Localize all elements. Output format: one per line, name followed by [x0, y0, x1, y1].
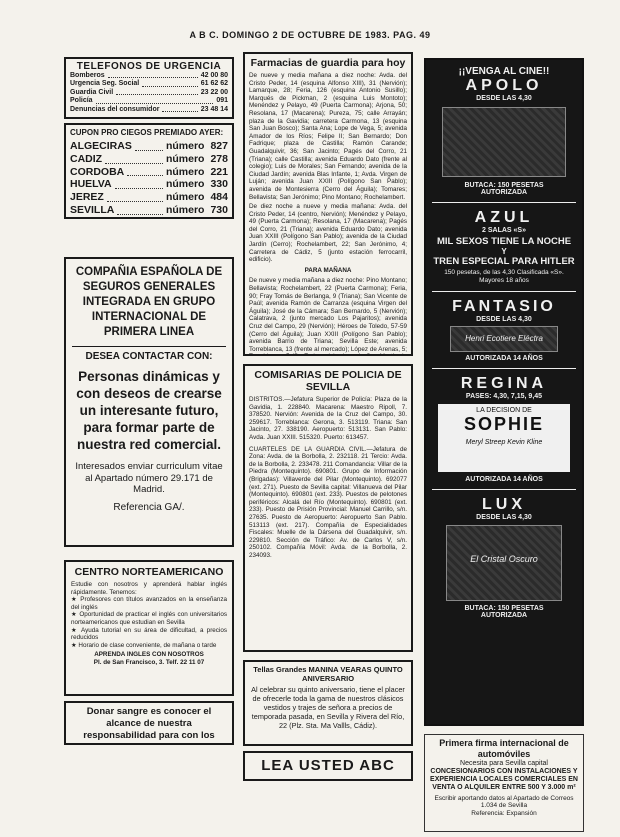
farmacias-title: Farmacias de guardia para hoy	[250, 57, 406, 69]
telefono-label: Denuncias del consumidor	[70, 105, 160, 113]
lea-text: LEA USTED ABC	[261, 757, 395, 774]
centro-list-item	[71, 596, 227, 611]
telefono-row	[70, 106, 228, 114]
regina-film-sub: LA DECISION DE	[476, 407, 532, 414]
apolo-autorizada: AUTORIZADA	[480, 189, 528, 196]
cupon-number: 484	[210, 191, 228, 204]
cupon-city: HUELVA	[70, 178, 112, 191]
fantasio-autorizada: AUTORIZADA 14 AÑOS	[465, 355, 543, 362]
tellas-body: Al celebrar su quinto aniversario, tiene el placer de ofrecerle toda la gama de nuestros clásicos vestidos y trajes de señora a precios de temporada pasada, en Sevilla y Rivera del Río, 22 (Plz. Sta. Ma Vallls, Cádiz).	[251, 685, 405, 730]
apolo-butaca: BUTACA: 150 PESETAS	[464, 182, 544, 189]
regina-film: SOPHIE	[463, 414, 545, 434]
cupon-label: número	[165, 152, 205, 165]
telefono-label: Guardia Civil	[70, 88, 114, 96]
cines-box	[424, 58, 584, 726]
telefonos-title: TELEFONOS DE URGENCIA	[76, 61, 222, 72]
tellas-ad	[243, 660, 413, 746]
cupon-city: JEREZ	[70, 191, 104, 204]
fantasio-desde: DESDE LAS 4,30	[476, 316, 532, 323]
cupon-box	[64, 123, 234, 219]
comisarias-cuarteles: CUARTELES DE LA GUARDIA CIVIL.—Jefatura de Zona: Avda. de la Borbolla, 2. 232118. 21 Tercio: Avda. de la Borbolla, 2. 233478. 211 Comandancia: Villar de la Piedra (Montequinto). 690801. Grupo de Información (Brigadas): Villaverde del Pilar (Montequinto). 692077 (ext. 271). Puesto de Sevilla capital: Villanueva del Pilar (Montequinto). 690801 (ext. 233). Puestos de pelotones periféricos: Alcalá del Río (Montequinto). 690801 (ext. 233). Puesto de Prisión Provincial: Manuel Carrillo, s/n. 27635. Puesto de Aeropuerto: Aeropuerto San Pablo. 513113 (ext. 217). Compañía de Especialidades Fiscales: Muelle de la Dársena del Guadalquivir, s/n. 229810. Sección de Tráfico: Av. de Carlos V, s/n. 250102. Compañía Móvil: Avda. de la Borbolla, 2. 234093.	[249, 445, 407, 559]
telefono-number: 23 48 14	[200, 105, 228, 113]
cupon-row	[70, 140, 228, 153]
centro-intro: Estudie con nosotros y aprenderá hablar inglés rápidamente. Tenemos:	[71, 581, 227, 596]
cupon-row	[70, 191, 228, 204]
compania-referencia: Referencia GA/.	[113, 501, 185, 513]
regina-stars: Meryl Streep Kevin Kline	[465, 439, 543, 446]
leader-dots	[135, 140, 163, 151]
compania-desea: DESEA CONTACTAR CON:	[85, 351, 213, 362]
fantasio-poster	[450, 326, 558, 352]
comisarias-box	[243, 364, 413, 652]
cupon-city: ALGECIRAS	[70, 140, 132, 152]
leader-dots	[108, 72, 198, 78]
comisarias-title: COMISARIAS DE POLICIA DE SEVILLA	[254, 369, 402, 393]
cupon-list	[70, 140, 228, 217]
telefono-label: Urgencia Seg. Social	[70, 80, 140, 88]
centro-list	[71, 596, 227, 649]
cupon-number: 827	[210, 140, 228, 152]
cupon-label: número	[165, 165, 205, 178]
cupon-row	[70, 166, 228, 179]
cupon-row	[70, 204, 228, 217]
centro-item-text: Horario de clase conveniente, de mañana o tarde	[78, 641, 217, 649]
azul-sesiones: 2 SALAS «S»	[482, 227, 526, 234]
farmacias-hoy-dia: De nueve y media mañana a diez noche: Avda. del Cristo Peder, 14 (esquina Alfonso XIII), 31 (Nervión); Lamarque, 28; Feria, 126 (esquina Antonio Susillo); Marqués de Pickman, 2 (esquina Luis Montoto); Menéndez y Pelayo, 49 (Puerta Carmona); Arjona, 50; Resolana, 17 (Macarena); Pureza, 75; calle Arrayán; plaza de la Gavidia; carretera Carmona, 13 (esquina San Juan Bosco); Santa Ana; Lope de Vega, 5; avenida Amador de los Ríos; Felipe II; San Bernardo; Don Fadrique; plaza de Castilla; Ramón Carande; Guadalquivir, 36; San Jacinto; Pagés del Corro, 21 (Triana); calle Castilla; avenida Eduardo Dato (frente al colegio); Luis de Morales; San Fernando; avenida de la Ciudad Jardín; avenida Blas Infante, 1; Avda. Virgen de Luján; avenida Juan XXIII (Polígono San Pablo); avenida de Montesierra (Cerro del Águila); Tomares; Bellavista; San Jerónimo; Pino Montano; Rochelambert.	[249, 72, 407, 201]
compania-personas: Personas dinámicas y con deseos de crearse un interesante futuro, para formar parte de nuestra red comercial.	[76, 369, 222, 452]
leader-dots	[96, 97, 214, 103]
telefono-row	[70, 80, 228, 88]
farmacias-hoy-noche: De diez noche a nueve y media mañana: Avda. del Cristo Peder, 14 (centro, Nervión); Menéndez y Pelayo, 49 (Puerta Carmona); Resolana, 17 (Macarena); Pagés del Corro, 21 (Triana); avenida Eduardo Dato; avenida Juan XXIII (Polígono San Pablo); avenida de la Ciudad Jardín (Cerro); Rochelambert, 22; San Jerónimo, 4; Carretera de Cádiz, 5 (junto estación ferrocarril, edificio).	[249, 203, 407, 264]
centro-list-item	[71, 642, 227, 650]
primera-concesion: CONCESIONARIOS CON INSTALACIONES Y EXPERIENCIA LOCALES COMERCIALES EN VENTA O ALQUILER ENTRE 500 Y 3.000 m²	[430, 768, 578, 792]
apolo-name: APOLO	[465, 77, 543, 94]
cupon-label: número	[165, 140, 205, 152]
cupon-city: SEVILLA	[70, 203, 115, 216]
azul-name: AZUL	[474, 209, 534, 226]
telefono-label: Bomberos	[70, 72, 105, 79]
telefono-row	[70, 89, 228, 97]
farmacias-manana-label: PARA MAÑANA	[304, 266, 352, 274]
cupon-city: CADIZ	[70, 152, 103, 165]
telefono-number: 42 00 80	[200, 72, 228, 79]
cupon-number: 330	[210, 178, 228, 191]
cupon-label: número	[165, 178, 205, 191]
cupon-label: número	[165, 203, 205, 216]
primera-referencia: Referencia: Expansión	[471, 809, 537, 817]
compania-headline: COMPAÑIA ESPAÑOLA DE SEGUROS GENERALES INTEGRADA EN GRUPO INTERNACIONAL DE PRIMERA LINEA	[75, 266, 223, 338]
regina-name: REGINA	[460, 375, 548, 392]
compania-ad	[64, 257, 234, 547]
cupon-city: CORDOBA	[70, 165, 125, 178]
fantasio-name: FANTASIO	[452, 298, 556, 315]
telefonos-list	[70, 72, 228, 114]
azul-y: Y	[501, 247, 507, 256]
azul-precio: 150 pesetas, de las 4,30 Clasificada «S». Mayores 18 años	[444, 269, 564, 284]
leader-dots	[115, 178, 163, 189]
primera-necesita: Necesita para Sevilla capital	[460, 760, 548, 767]
star-icon: ★	[71, 641, 79, 649]
centro-aprenda: APRENDA INGLES CON NOSOTROS	[94, 651, 204, 659]
centro-list-item	[71, 611, 227, 626]
farmacias-box	[243, 52, 413, 356]
regina-autorizada: AUTORIZADA 14 AÑOS	[465, 476, 543, 483]
regina-pases: PASES: 4,30, 7,15, 9,45	[465, 393, 543, 400]
telefono-number: 091	[216, 97, 228, 105]
centro-item-text: Oportunidad de practicar el inglés con universitarios norteamericanos que estudian en Sevilla	[71, 611, 227, 626]
lea-abc	[243, 751, 413, 781]
star-icon: ★	[71, 611, 80, 619]
compania-interesados: Interesados enviar curriculum vitae al Apartado número 29.171 de Madrid.	[75, 461, 223, 495]
donar-text: Donar sangre es conocer el alcance de nuestra responsabilidad para con los	[83, 706, 215, 741]
leader-dots	[127, 166, 163, 177]
leader-dots	[142, 80, 198, 86]
telefono-number: 23 22 00	[200, 88, 228, 96]
cupon-number: 278	[210, 152, 228, 165]
azul-film1: MIL SEXOS TIENE LA NOCHE	[436, 236, 572, 247]
page-header: A B C. DOMINGO 2 DE OCTUBRE DE 1983. PAG. 49	[189, 30, 431, 40]
donar-ad	[64, 701, 234, 745]
telefono-number: 61 62 62	[200, 80, 228, 88]
lux-desde: DESDE LAS 4,30	[476, 514, 532, 521]
telefonos-box	[64, 57, 234, 119]
primera-headline: Primera firma internacional de automóviles	[439, 738, 569, 759]
cupon-row	[70, 153, 228, 166]
farmacias-manana-dia: De nueve y media mañana a diez noche: Pino Montano; Bellavista; Rochelambert, 22 (Puerta Carmona); Feria, 90; Fray Tomás de Berlanga, 9 (Triana); San Vicente de Paúl; avenida Ramón de Carranza (esquina Virgen del Águila); José de la Cámara; San Bernardo, 5 (Nervión); Calatrava, 2 (junto mercado Los Pajaritos); avenida Cruz del Campo, 29 (Nervión); Héroes de Toledo, 57-59 (Cerro del Águila); Juan XXIII (Polígono San Pablo); avenida Barrio de Triana; Sevilla Este; avenida Torreblanca, 13 (frente al mercado); López de Arenas, 5;	[249, 277, 407, 353]
apolo-desde: DESDE LAS 4,30	[476, 95, 532, 102]
leader-dots	[117, 204, 163, 215]
azul-film2: TREN ESPECIAL PARA HITLER	[433, 256, 575, 267]
star-icon: ★	[71, 596, 81, 604]
primera-firma-ad	[424, 734, 584, 832]
leader-dots	[105, 153, 163, 164]
cupon-title: CUPON PRO CIEGOS PREMIADO AYER:	[70, 128, 224, 137]
lux-autorizada: AUTORIZADA	[480, 612, 528, 619]
lux-poster	[446, 525, 562, 601]
lux-butaca: BUTACA: 150 PESETAS	[464, 605, 544, 612]
leader-dots	[162, 106, 197, 112]
fantasio-film: Henri Ecotiere Eléctra	[465, 334, 543, 343]
centro-item-text: Ayuda tutorial en su área de dificultad, a precios reducidos	[71, 626, 227, 642]
telefono-row	[70, 72, 228, 80]
telefono-row	[70, 97, 228, 105]
centro-item-text: Profesores con títulos avanzados en la enseñanza del inglés	[71, 596, 227, 611]
apolo-headline: ¡¡VENGA AL CINE!!	[458, 66, 550, 77]
centro-ad	[64, 560, 234, 696]
lux-name: LUX	[482, 496, 526, 513]
cupon-label: número	[165, 191, 205, 204]
tellas-headline: Tellas Grandes MANINA VEARAS QUINTO ANIVERSARIO	[253, 665, 403, 683]
cupon-number: 730	[210, 203, 228, 216]
cupon-row	[70, 178, 228, 191]
centro-list-item	[71, 627, 227, 642]
star-icon: ★	[71, 626, 81, 634]
primera-escribir: Escribir aportando datos al Apartado de Correos 1.034 de Sevilla	[434, 794, 574, 810]
centro-address: Pl. de San Francisco, 3. Telf. 22 11 07	[93, 658, 205, 666]
lux-film: El Cristal Oscuro	[470, 554, 538, 564]
apolo-poster	[442, 107, 566, 177]
centro-title: CENTRO NORTEAMERICANO	[74, 566, 224, 578]
leader-dots	[116, 89, 198, 95]
regina-poster	[438, 404, 570, 472]
comisarias-distritos: DISTRITOS.—Jefatura Superior de Policía: Plaza de la Gavidia, 1. 228840. Macarena: Maestro Ripoll, 7. 378520. Nervión: Avenida de la Cruz del Campo, 30. 259617. Torreblanca: Gerona, 3. 513119. Triana: San Jacinto, 27. 338190. Aeropuerto: 513131. San Pablo: Avda. Juan XXIII. 515320. Puerto: 613457.	[249, 396, 407, 441]
leader-dots	[107, 191, 163, 202]
telefono-label: Policía	[70, 97, 93, 105]
cupon-number: 221	[210, 165, 228, 178]
